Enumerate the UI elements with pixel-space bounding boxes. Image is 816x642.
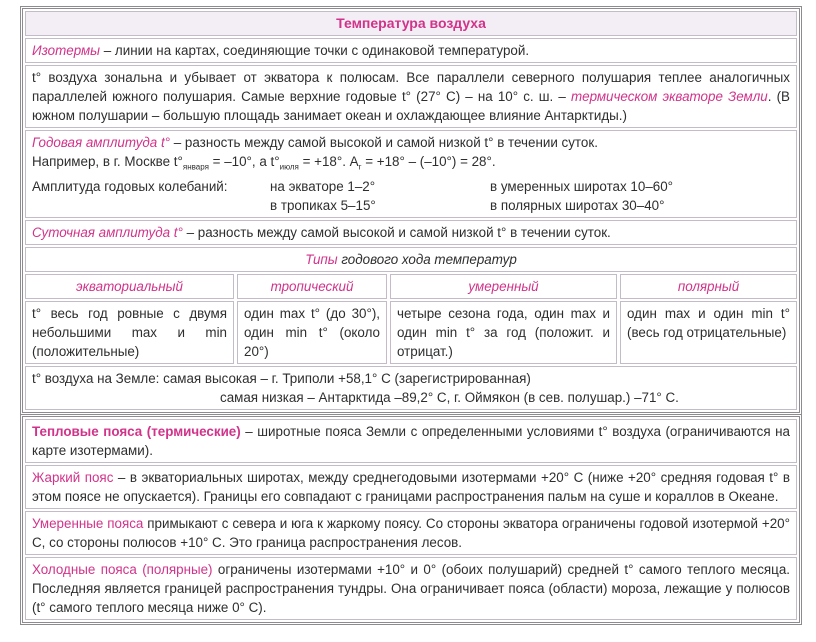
column-header: экваториальный [25, 274, 234, 299]
term: термическом экваторе Земли [570, 89, 768, 104]
example: Например, в г. Москве t° [32, 154, 183, 169]
text: t° воздуха зональна и убывает от экватора к полюсам. Все параллели северного полушария теплее аналогичных параллелей южного полушария. Самые верхние годовые t° (27° С) – на 10° с. ш. – [32, 70, 790, 104]
term: Холодные пояса (полярные) [32, 562, 213, 577]
types-heading [25, 247, 797, 272]
table-title: Температура воздуха [25, 11, 797, 36]
thermal-belts-table [20, 414, 802, 625]
annual-amplitude-row [25, 130, 797, 218]
extreme-low: самая низкая – Антарктида –89,2° С, г. Оймякон (в сев. полушар.) –71° С. [220, 389, 679, 405]
term: Годовая амплитуда t° [32, 135, 171, 150]
definition: – разность между самой высокой и самой низкой t° в течении суток. [182, 224, 611, 240]
text: . (В южном полушарии – большую площадь занимает океан и охлаждающее влияние Антарктиды.) [32, 89, 790, 123]
amplitude-ranges [32, 177, 790, 215]
range-item: в полярных широтах 30–40° [490, 197, 665, 213]
definition: примыкают с севера и юга к жаркому поясу. Со стороны экватора ограничены годовой изотермой +20° С, со стороны полюсов +10° С. Это граница распространения лесов. [32, 516, 790, 550]
column-cell: четыре сезона года, один max и один min t° за год (положит. и отрицат.) [390, 301, 617, 364]
column-header: тропический [237, 274, 387, 299]
term: Тепловые пояса (термические) [32, 424, 241, 439]
heading-part: Типы [305, 251, 342, 267]
zonal-row [25, 65, 797, 128]
belt-row [25, 465, 797, 509]
definition: – широтные пояса Земли с определенными условиями t° воздуха (ограничиваются на карте изотермами). [32, 424, 790, 458]
subscript: г [358, 162, 362, 172]
column-header: умеренный [390, 274, 617, 299]
belt-row [25, 419, 797, 463]
subscript: июля [279, 162, 299, 172]
heading-part: годового хода температур [341, 251, 517, 267]
range-item: в умеренных широтах 10–60° [490, 178, 674, 194]
term: Изотермы [32, 43, 101, 58]
air-temperature-table [20, 6, 802, 415]
extreme-high: t° воздуха на Земле: самая высокая – г. Триполи +58,1° С (зарегистрированная) [32, 370, 531, 386]
range-label: Амплитуда годовых колебаний: [32, 178, 228, 194]
example: = –10°, а t° [208, 154, 280, 169]
definition: ограничены изотермами +10° и 0° (обоих полушарий) средней t° самого теплого месяца. Последняя является границей распространения тундры. Она ограничивает пояса (области) мороза, лежащие у полюсов (t° самого теплого месяца ниже 0° С). [32, 562, 791, 615]
column-cell: один max t° (до 30°), один min t° (около 20°) [237, 301, 387, 364]
range-item: на экваторе 1–2° [270, 178, 376, 194]
definition: – в экваториальных широтах, между среднегодовыми изотермами +20° С (ниже +20° средняя годовая t° в этом поясе не опускается). Границы его совпадают с границами распространения пальм на суше и кораллов в Океане. [32, 470, 790, 504]
isotherms-row [25, 38, 797, 63]
column-cell: один max и один min t° (весь год отрицательные) [620, 301, 797, 364]
types-headers [25, 274, 797, 299]
types-body [25, 301, 797, 364]
belt-row [25, 557, 797, 620]
subscript: января [182, 162, 209, 172]
column-cell: t° весь год ровные с двумя небольшими max и min (положительные) [25, 301, 234, 364]
term: Суточная амплитуда t° [32, 224, 183, 240]
belt-row [25, 511, 797, 555]
daily-amplitude-row [25, 220, 797, 245]
example: = +18° – (–10°) = 28°. [361, 154, 496, 169]
term: Умеренные пояса [32, 516, 144, 531]
column-header: полярный [620, 274, 797, 299]
definition: – разность между самой высокой и самой низкой t° в течении суток. [170, 135, 598, 150]
range-item: в тропиках 5–15° [270, 197, 376, 213]
extremes-row [25, 366, 797, 410]
term: Жаркий пояс [32, 470, 114, 485]
definition: – линии на картах, соединяющие точки с одинаковой температурой. [100, 43, 530, 58]
example: = +18°. А [298, 154, 359, 169]
